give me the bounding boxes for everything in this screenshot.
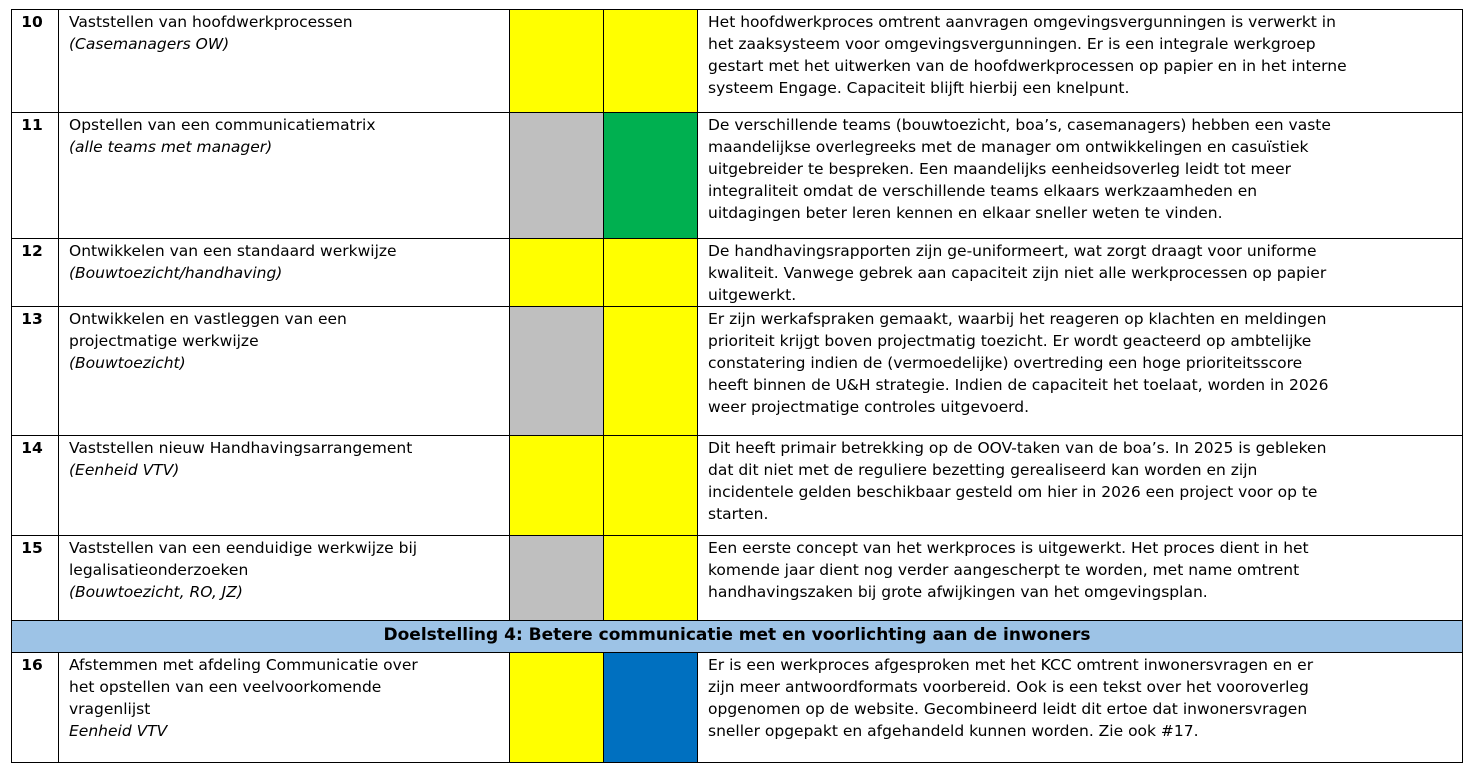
- comment-cell: [698, 307, 1463, 436]
- comment-text-line: De handhavingsrapporten zijn ge-uniformeert, wat zorgt draagt voor uniforme: [708, 242, 1317, 260]
- comment-text-line: heeft binnen de U&H strategie. Indien de capaciteit het toelaat, worden in 2026: [708, 376, 1329, 394]
- task-text-line: vragenlijst: [69, 700, 151, 718]
- status-current-cell: [604, 307, 698, 436]
- status-previous-cell: [510, 536, 604, 621]
- row-number: 11: [12, 113, 59, 239]
- responsible-party: (Eenheid VTV): [69, 461, 180, 479]
- status-previous-cell: [510, 239, 604, 307]
- status-previous-cell: [510, 653, 604, 763]
- comment-text-line: uitdagingen beter leren kennen en elkaar sneller weten te vinden.: [708, 204, 1223, 222]
- comment-text-line: gestart met het uitwerken van de hoofdwerkprocessen op papier en in het interne: [708, 57, 1347, 75]
- table-row: [12, 239, 1463, 307]
- comment-text-line: integraliteit omdat de verschillende teams elkaars werkzaamheden en: [708, 182, 1258, 200]
- comment-text-line: constatering indien de (vermoedelijke) overtreding een hoge prioriteitsscore: [708, 354, 1303, 372]
- table-row: [12, 536, 1463, 621]
- comment-cell: [698, 536, 1463, 621]
- task-cell: [59, 307, 510, 436]
- task-text-line: het opstellen van een veelvoorkomende: [69, 678, 382, 696]
- comment-text-line: Er zijn werkafspraken gemaakt, waarbij het reageren op klachten en meldingen: [708, 310, 1327, 328]
- status-current-cell: [604, 653, 698, 763]
- task-text-line: legalisatieonderzoeken: [69, 561, 249, 579]
- section-heading-row: [12, 621, 1463, 653]
- table-row: [12, 307, 1463, 436]
- comment-cell: [698, 653, 1463, 763]
- progress-table: [11, 9, 1463, 763]
- comment-text-line: Dit heeft primair betrekking op de OOV-taken van de boa’s. In 2025 is gebleken: [708, 439, 1327, 457]
- comment-cell: [698, 239, 1463, 307]
- status-current-cell: [604, 536, 698, 621]
- row-number: 16: [12, 653, 59, 763]
- status-previous-cell: [510, 436, 604, 536]
- task-text-line: Ontwikkelen van een standaard werkwijze: [69, 242, 397, 260]
- row-number: 15: [12, 536, 59, 621]
- task-cell: [59, 536, 510, 621]
- comment-text-line: Er is een werkproces afgesproken met het KCC omtrent inwonersvragen en er: [708, 656, 1314, 674]
- comment-cell: [698, 10, 1463, 113]
- comment-text-line: systeem Engage. Capaciteit blijft hierbij een knelpunt.: [708, 79, 1130, 97]
- table-row: [12, 436, 1463, 536]
- table-row: [12, 113, 1463, 239]
- section-heading: Doelstelling 4: Betere communicatie met en voorlichting aan de inwoners: [12, 621, 1463, 653]
- row-number: 14: [12, 436, 59, 536]
- comment-text-line: sneller opgepakt en afgehandeld kunnen worden. Zie ook #17.: [708, 722, 1199, 740]
- task-text-line: Vaststellen van een eenduidige werkwijze bij: [69, 539, 418, 557]
- comment-text-line: Het hoofdwerkproces omtrent aanvragen omgevingsvergunningen is verwerkt in: [708, 13, 1336, 31]
- comment-text-line: komende jaar dient nog verder aangescherpt te worden, met name omtrent: [708, 561, 1300, 579]
- task-cell: [59, 653, 510, 763]
- comment-text-line: handhavingszaken bij grote afwijkingen van het omgevingsplan.: [708, 583, 1208, 601]
- table-row: [12, 653, 1463, 763]
- status-current-cell: [604, 10, 698, 113]
- task-text-line: Opstellen van een communicatiematrix: [69, 116, 376, 134]
- comment-text-line: opgenomen op de website. Gecombineerd leidt dit ertoe dat inwonersvragen: [708, 700, 1308, 718]
- status-current-cell: [604, 436, 698, 536]
- status-current-cell: [604, 113, 698, 239]
- comment-text-line: kwaliteit. Vanwege gebrek aan capaciteit zijn niet alle werkprocessen op papier: [708, 264, 1327, 282]
- comment-text-line: Een eerste concept van het werkproces is uitgewerkt. Het proces dient in het: [708, 539, 1309, 557]
- task-text-line: Vaststellen van hoofdwerkprocessen: [69, 13, 353, 31]
- task-text-line: Vaststellen nieuw Handhavingsarrangement: [69, 439, 413, 457]
- comment-text-line: weer projectmatige controles uitgevoerd.: [708, 398, 1030, 416]
- comment-text-line: maandelijkse overlegreeks met de manager om ontwikkelingen en casuïstiek: [708, 138, 1309, 156]
- task-cell: [59, 239, 510, 307]
- comment-cell: [698, 436, 1463, 536]
- task-text-line: projectmatige werkwijze: [69, 332, 259, 350]
- comment-text-line: uitgebreider te bespreken. Een maandelijks eenheidsoverleg leidt tot meer: [708, 160, 1292, 178]
- responsible-party: (Bouwtoezicht/handhaving): [69, 264, 283, 282]
- responsible-party: (Casemanagers OW): [69, 35, 230, 53]
- status-current-cell: [604, 239, 698, 307]
- table-body: [12, 10, 1463, 763]
- comment-text-line: uitgewerkt.: [708, 286, 797, 304]
- comment-text-line: dat dit niet met de reguliere bezetting gerealiseerd kan worden en zijn: [708, 461, 1258, 479]
- comment-text-line: incidentele gelden beschikbaar gesteld om hier in 2026 een project voor op te: [708, 483, 1318, 501]
- row-number: 10: [12, 10, 59, 113]
- comment-cell: [698, 113, 1463, 239]
- task-text-line: Ontwikkelen en vastleggen van een: [69, 310, 347, 328]
- responsible-party: (Bouwtoezicht): [69, 354, 186, 372]
- comment-text-line: De verschillende teams (bouwtoezicht, boa’s, casemanagers) hebben een vaste: [708, 116, 1331, 134]
- task-cell: [59, 436, 510, 536]
- comment-text-line: prioriteit krijgt boven projectmatig toezicht. Er wordt geacteerd op ambtelijke: [708, 332, 1312, 350]
- task-cell: [59, 10, 510, 113]
- status-previous-cell: [510, 113, 604, 239]
- responsible-party: Eenheid VTV: [69, 722, 168, 740]
- comment-text-line: starten.: [708, 505, 769, 523]
- task-cell: [59, 113, 510, 239]
- table-row: [12, 10, 1463, 113]
- comment-text-line: zijn meer antwoordformats voorbereid. Ook is een tekst over het vooroverleg: [708, 678, 1309, 696]
- row-number: 12: [12, 239, 59, 307]
- row-number: 13: [12, 307, 59, 436]
- comment-text-line: het zaaksysteem voor omgevingsvergunningen. Er is een integrale werkgroep: [708, 35, 1316, 53]
- task-text-line: Afstemmen met afdeling Communicatie over: [69, 656, 418, 674]
- status-previous-cell: [510, 307, 604, 436]
- responsible-party: (alle teams met manager): [69, 138, 273, 156]
- responsible-party: (Bouwtoezicht, RO, JZ): [69, 583, 243, 601]
- status-previous-cell: [510, 10, 604, 113]
